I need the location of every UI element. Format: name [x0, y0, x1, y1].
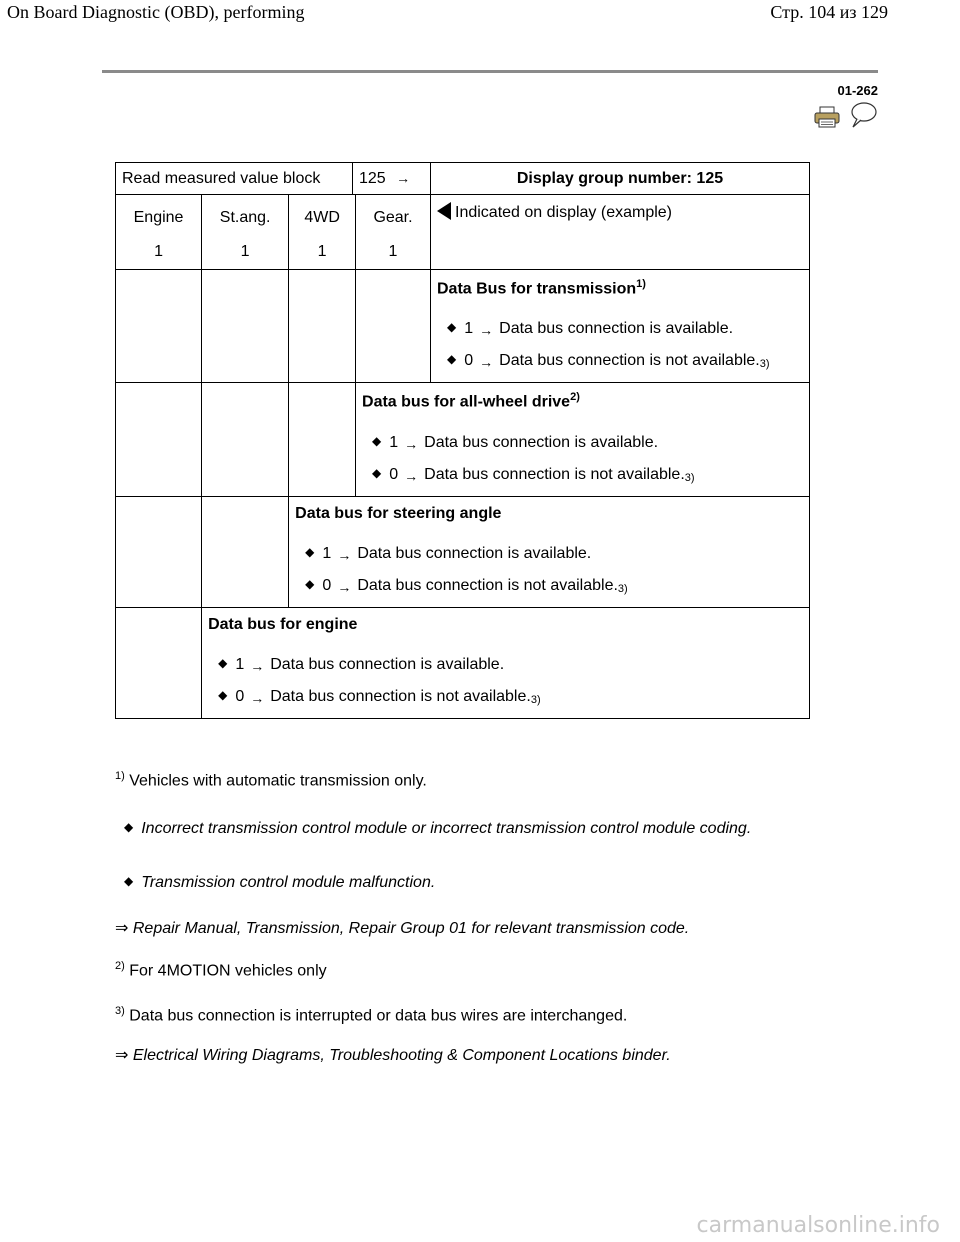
list-item: ◆ 1 → Data bus connection is available.: [218, 655, 505, 674]
section-transmission: [431, 270, 810, 383]
section-all-wheel-drive: [356, 383, 810, 496]
triangle-left-icon: [437, 202, 451, 220]
arrow-right-icon: →: [396, 170, 411, 186]
bullet-incorrect-module: ◆ Incorrect transmission control module or incorrect transmission control module coding.: [124, 820, 752, 837]
arrow-right-icon: →: [337, 578, 352, 595]
section-steering-angle: [289, 496, 810, 607]
document-title: On Board Diagnostic (OBD), performing: [7, 2, 305, 22]
arrow-right-icon: →: [250, 657, 265, 674]
diamond-icon: ◆: [305, 576, 315, 591]
arrow-right-icon: →: [337, 546, 352, 563]
footnote-2: $^{2)}$ For 4MOTION vehicles only: [115, 960, 327, 980]
double-arrow-icon: ⇒: [115, 920, 129, 937]
col-value: 1: [388, 243, 398, 260]
section-title: Data bus for all-wheel drive$^{2)}$: [362, 391, 580, 411]
repair-manual-link[interactable]: ⇒ Repair Manual, Transmission, Repair Group 01 for relevant transmission code.: [115, 920, 690, 937]
section-title: Data Bus for transmission$^{1)}$: [437, 278, 646, 298]
diamond-icon: ◆: [124, 874, 134, 888]
col-engine: [116, 195, 202, 270]
measured-value-table: [115, 162, 810, 719]
printer-icon[interactable]: [814, 106, 840, 128]
diamond-icon: ◆: [218, 655, 228, 670]
col-label: 4WD: [304, 209, 340, 226]
section-title: Data bus for steering angle: [295, 504, 502, 522]
list-item: ◆ 0 → Data bus connection is not available. 3): [218, 687, 541, 706]
group-value: 125: [359, 170, 386, 187]
section-engine: [202, 607, 810, 718]
col-value: 1: [240, 243, 250, 260]
read-block-label: Read measured value block: [116, 163, 353, 194]
bullet-module-malfunction: ◆ Transmission control module malfunction.: [124, 874, 436, 891]
indicated-label: Indicated on display (example): [455, 204, 673, 221]
list-item: ◆ 1 → Data bus connection is available.: [372, 433, 659, 452]
diamond-icon: ◆: [447, 352, 457, 367]
section-title: Data bus for engine: [208, 615, 358, 633]
arrow-right-icon: →: [404, 435, 419, 452]
footnote-3: $^{3)}$ Data bus connection is interrupted or data bus wires are interchanged.: [115, 1005, 628, 1025]
arrow-right-icon: →: [404, 467, 419, 484]
wiring-diagrams-link[interactable]: ⇒ Electrical Wiring Diagrams, Troubleshooting & Component Locations binder.: [115, 1047, 671, 1064]
group-value-cell: [353, 163, 430, 194]
col-gear: [356, 195, 431, 270]
col-label: Gear.: [373, 209, 413, 226]
speech-bubble-icon[interactable]: [848, 101, 878, 129]
watermark: carmanualsonline.info: [696, 1213, 940, 1238]
diamond-icon: ◆: [218, 687, 228, 702]
page-indicator: Стр. 104 из 129: [770, 2, 888, 22]
list-item: ◆ 0 → Data bus connection is not available. 3): [372, 465, 695, 484]
diamond-icon: ◆: [124, 820, 134, 834]
list-item: ◆ 0 → Data bus connection is not available. 3): [305, 576, 628, 595]
doc-number: 01-262: [837, 83, 878, 98]
list-item: ◆ 1 → Data bus connection is available.: [447, 320, 734, 339]
col-steering-angle: [202, 195, 289, 270]
col-label: St.ang.: [219, 209, 271, 226]
display-group-header: Display group number: 125: [431, 163, 810, 195]
arrow-right-icon: →: [479, 322, 494, 339]
diamond-icon: ◆: [372, 433, 382, 448]
diamond-icon: ◆: [305, 544, 315, 559]
arrow-right-icon: →: [250, 689, 265, 706]
arrow-right-icon: →: [479, 354, 494, 371]
col-4wd: [289, 195, 356, 270]
col-value: 1: [317, 243, 327, 260]
diamond-icon: ◆: [447, 320, 457, 335]
diamond-icon: ◆: [372, 465, 382, 480]
list-item: ◆ 1 → Data bus connection is available.: [305, 544, 592, 563]
footnote-1: $^{1)}$ Vehicles with automatic transmission only.: [115, 770, 427, 790]
col-label: Engine: [133, 209, 184, 226]
list-item: ◆ 0 → Data bus connection is not available. 3): [447, 352, 770, 371]
double-arrow-icon: ⇒: [115, 1047, 129, 1064]
indicated-cell: [431, 195, 810, 270]
col-value: 1: [154, 243, 163, 260]
header-rule: [102, 70, 878, 73]
